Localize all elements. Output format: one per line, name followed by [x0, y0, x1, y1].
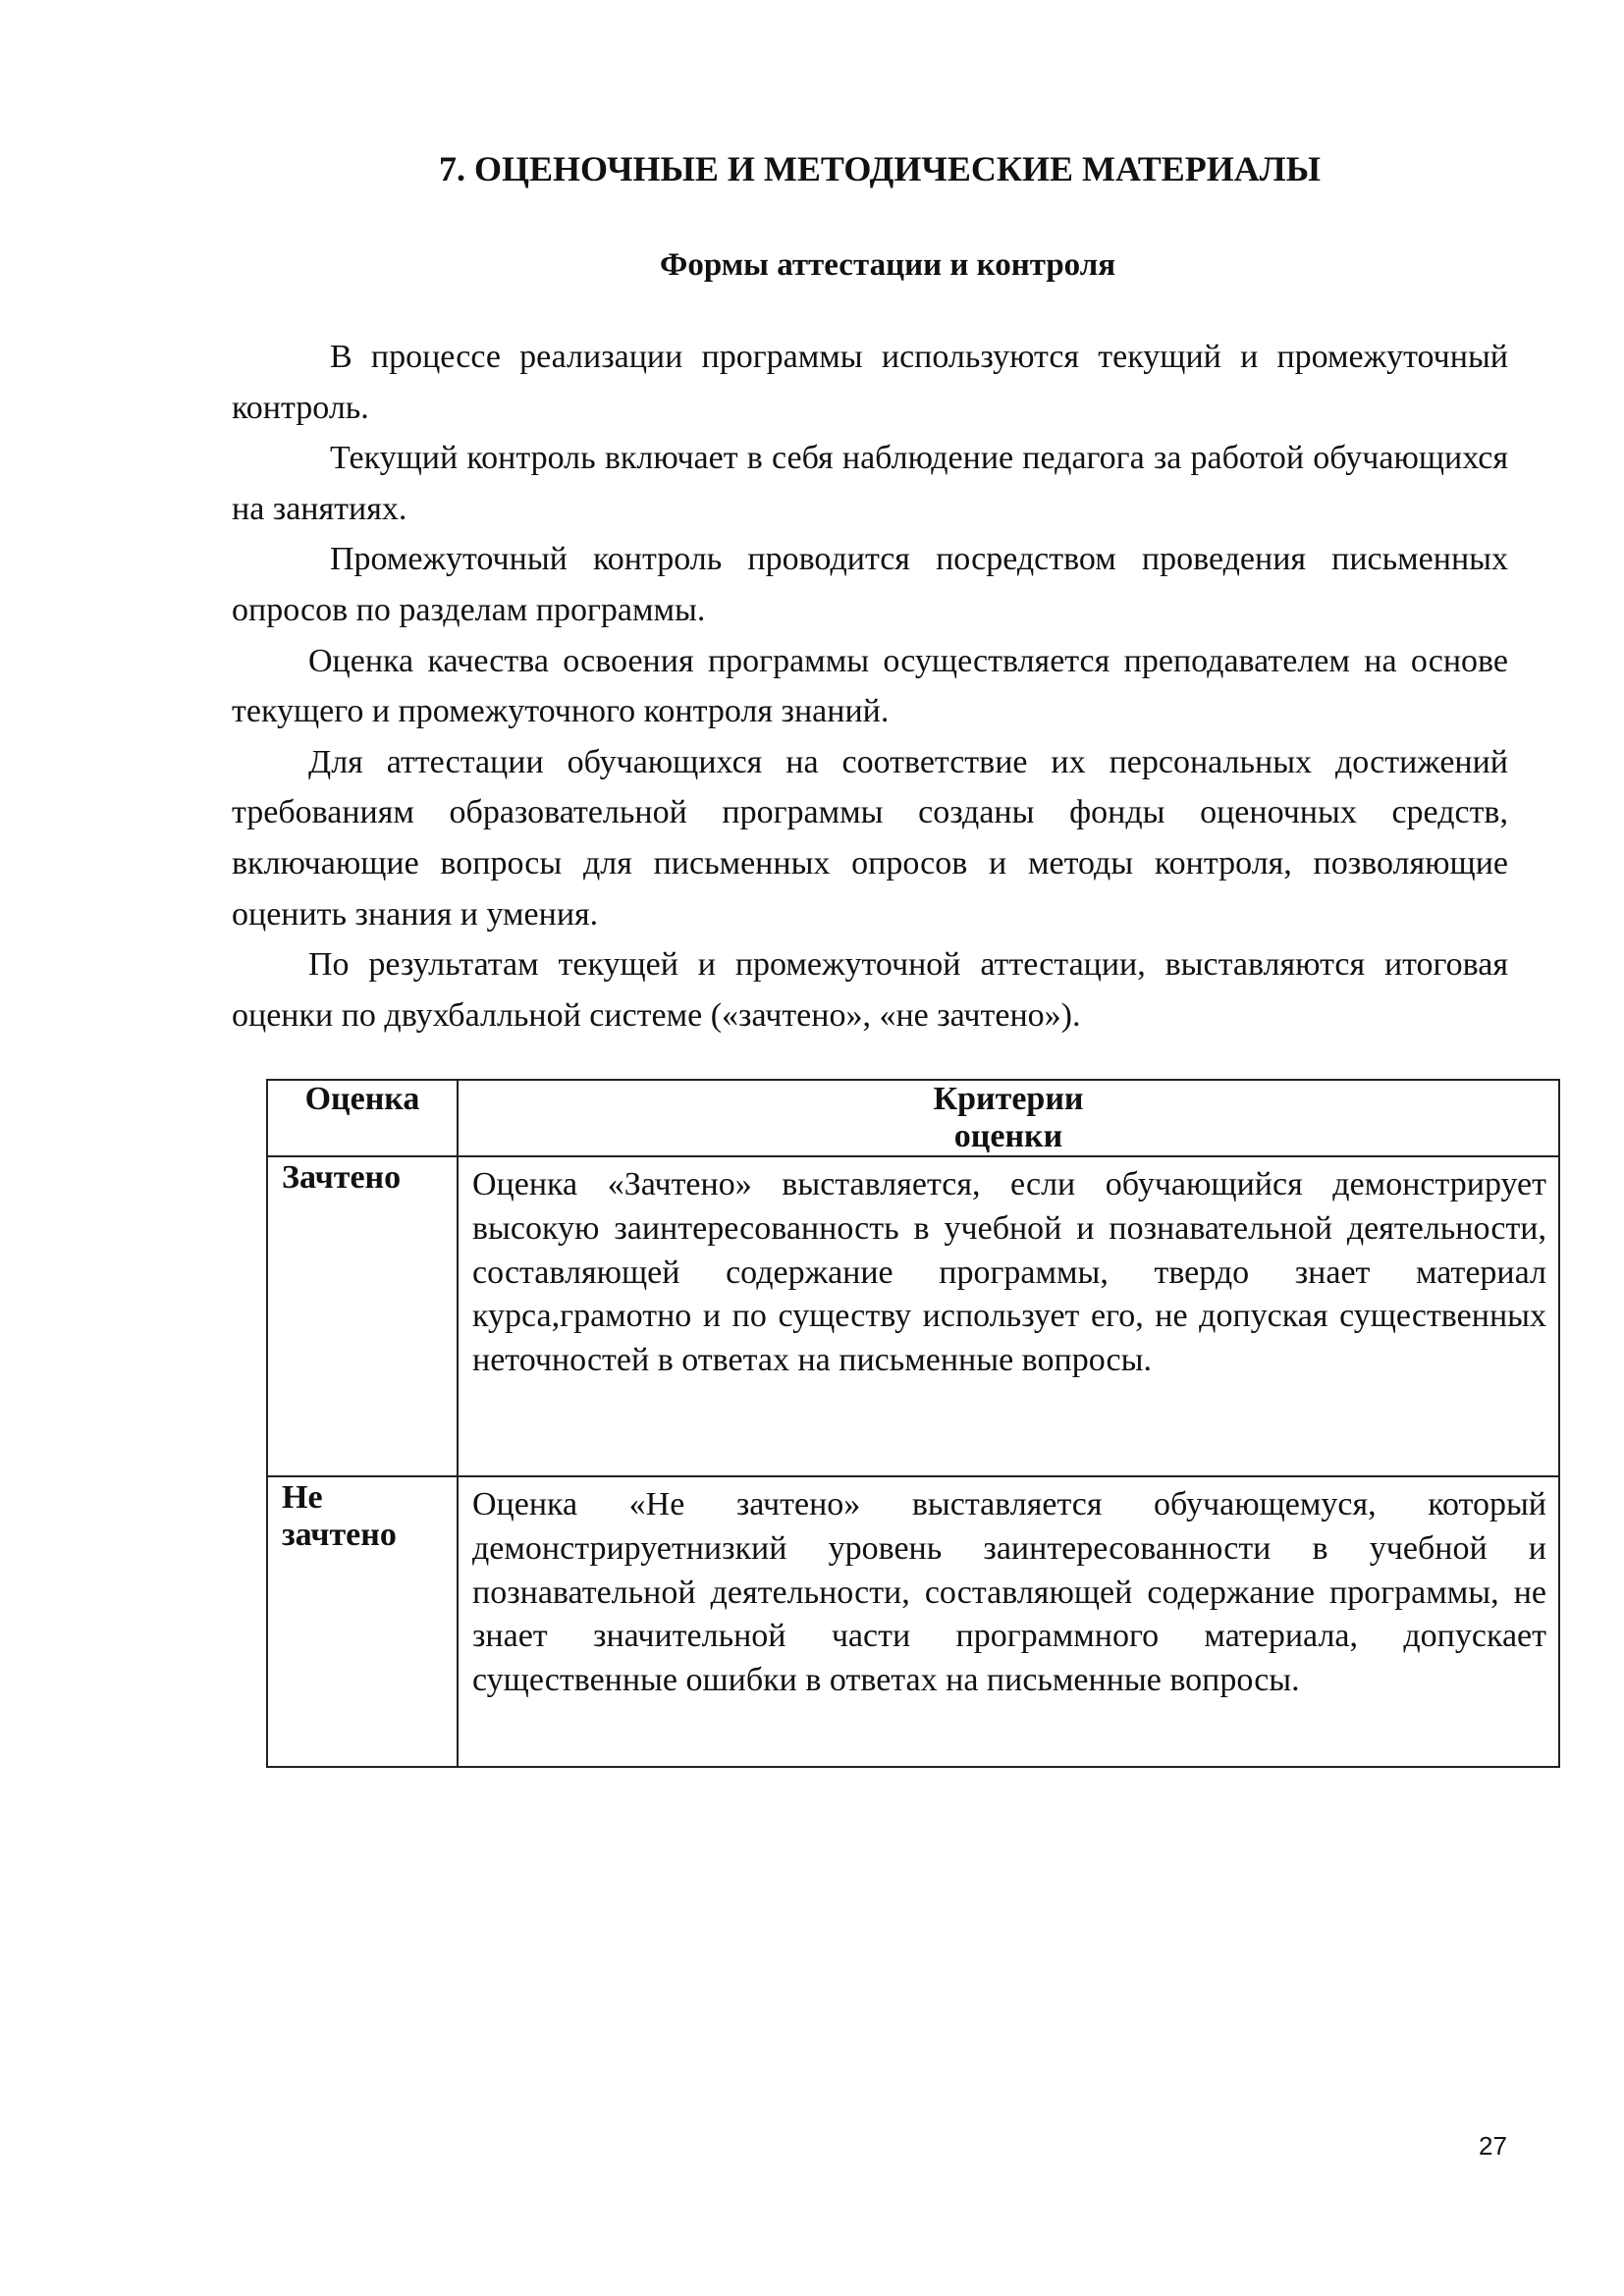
grade-cell: Зачтено: [267, 1156, 458, 1476]
body-text: [232, 332, 1508, 1041]
criteria-cell: Оценка «Не зачтено» выставляется обучающемуся, который демонстрируетнизкий уровень заинтересованности в учебной и познавательной деятельности, составляющей содержание программы, не знает значительной части программного материала, допускает существенные ошибки в ответах на письменные вопросы.: [458, 1476, 1559, 1767]
grade-cell: Не зачтено: [267, 1476, 458, 1767]
header-criteria-line1: Критерии: [933, 1081, 1084, 1117]
header-grade: Оценка: [267, 1080, 458, 1156]
paragraph: Текущий контроль включает в себя наблюдение педагога за работой обучающихся на занятиях.: [232, 440, 1508, 527]
paragraph: Промежуточный контроль проводится посредством проведения письменных опросов по разделам программы.: [232, 541, 1508, 628]
paragraph: По результатам текущей и промежуточной аттестации, выставляются итоговая оценки по двухбалльной системе («зачтено», «не зачтено»).: [232, 946, 1508, 1034]
paragraph: Для аттестации обучающихся на соответствие их персональных достижений требованиям образовательной программы созданы фонды оценочных средств, включающие вопросы для письменных опросов и методы контроля, позволяющие оценить знания и умения.: [232, 743, 1508, 933]
section-subtitle: Формы аттестации и контроля: [660, 247, 1116, 283]
header-criteria: [458, 1080, 1559, 1156]
header-criteria-line2: оценки: [953, 1118, 1063, 1154]
section-title: 7. ОЦЕНОЧНЫЕ И МЕТОДИЧЕСКИЕ МАТЕРИАЛЫ: [439, 149, 1321, 188]
table-header-row: [267, 1080, 1559, 1156]
grading-criteria-table: [266, 1079, 1560, 1768]
page-number: 27: [1479, 2131, 1507, 2161]
paragraph: В процессе реализации программы используются текущий и промежуточный контроль.: [232, 339, 1508, 426]
table-row: [267, 1156, 1559, 1476]
criteria-cell: Оценка «Зачтено» выставляется, если обучающийся демонстрирует высокую заинтересованность в учебной и познавательной деятельности, составляющей содержание программы, твердо знает материал курса,грамотно и по существу использует его, не допуская существенных неточностей в ответах на письменные вопросы.: [458, 1156, 1559, 1476]
table-row: [267, 1476, 1559, 1767]
paragraph: Оценка качества освоения программы осуществляется преподавателем на основе текущего и промежуточного контроля знаний.: [232, 642, 1508, 730]
